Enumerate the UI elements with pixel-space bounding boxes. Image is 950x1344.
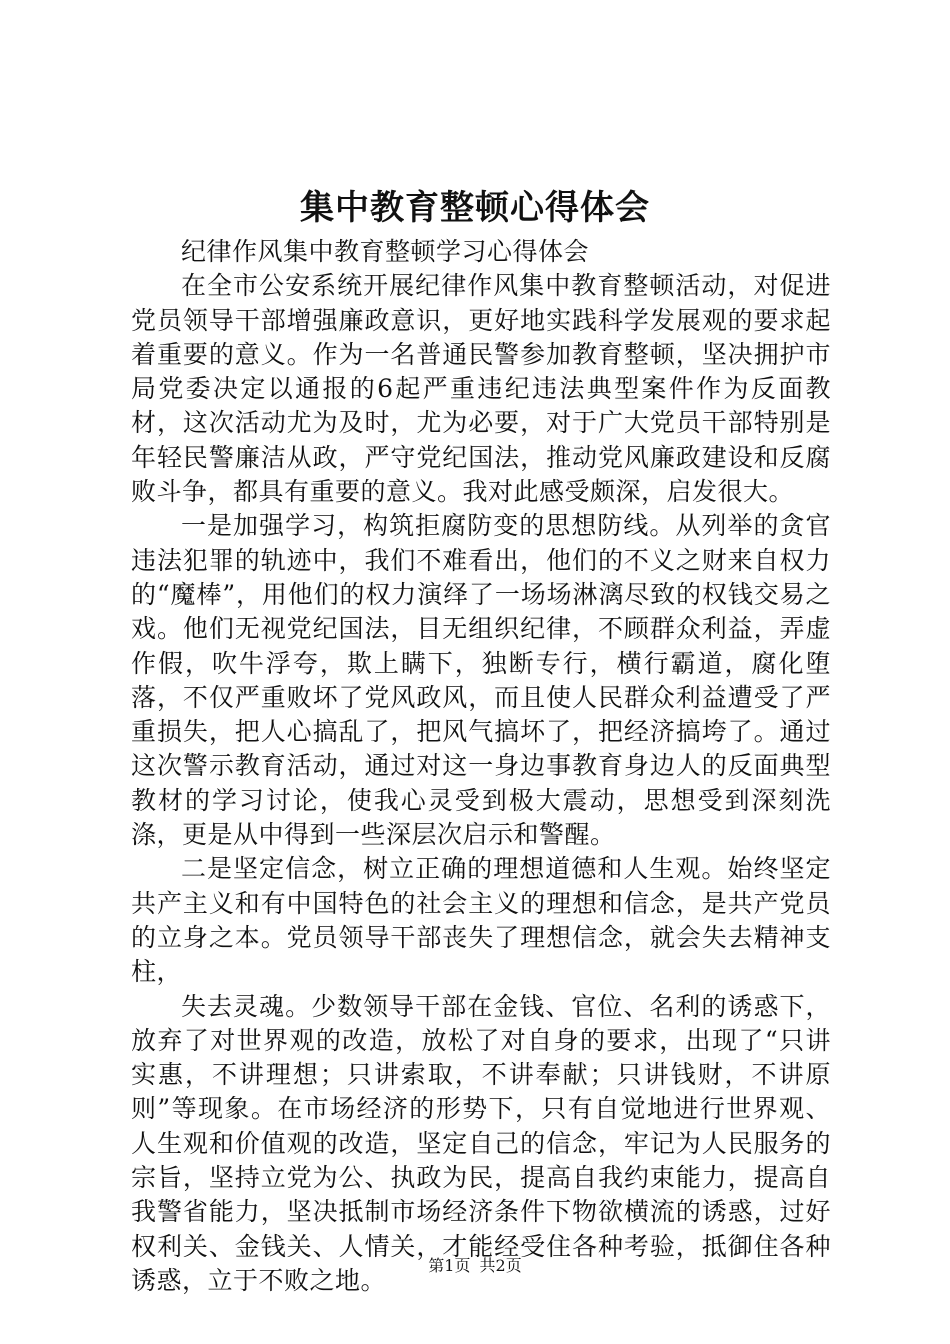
paragraph-point-one: 一是加强学习，构筑拒腐防变的思想防线。从列举的贪官违法犯罪的轨迹中，我们不难看出，他们的不义之财来自权力的“魔棒”，用他们的权力演绎了一场场淋漓尽致的权钱交易之戏。他们无视党纪国法，目无组织纪律，不顾群众利益，弄虚作假，吹牛浮夸，欺上瞒下，独断专行，横行霸道，腐化堕落，不仅严重败坏了党风政风，而且使人民群众利益遭受了严重损失，把人心搞乱了，把风气搞坏了，把经济搞垮了。通过这次警示教育活动，通过对这一身边事教育身边人的反面典型教材的学习讨论，使我心灵受到极大震动，思想受到深刻洗涤，更是从中得到一些深层次启示和警醒。 [131,511,831,850]
page-footer [0,1256,950,1276]
page-number-current: 第1页 [428,1256,471,1275]
paragraph-point-two-continued: 失去灵魂。少数领导干部在金钱、官位、名利的诱惑下，放弃了对世界观的改造，放松了对自身的要求，出现了“只讲实惠，不讲理想；只讲索取，不讲奉献；只讲钱财，不讲原则”等现象。在市场经济的形势下，只有自觉地进行世界观、人生观和价值观的改造，坚定自己的信念，牢记为人民服务的宗旨，坚持立党为公、执政为民，提高自我约束能力，提高自我警省能力，坚决抵制市场经济条件下物欲横流的诱惑，过好权利关、金钱关、人情关，才能经受住各种考验，抵御住各种诱惑，立于不败之地。 [131,991,831,1295]
document-title: 集中教育整顿心得体会 [300,188,650,228]
paragraph-point-two: 二是坚定信念，树立正确的理想道德和人生观。始终坚定共产主义和有中国特色的社会主义的理想和信念，是共产党员的立身之本。党员领导干部丧失了理想信念，就会失去精神支柱， [131,854,831,987]
document-subtitle: 纪律作风集中教育整顿学习心得体会 [181,237,590,266]
document-body [131,235,831,1298]
page-number-total: 共2页 [479,1256,522,1275]
paragraph-intro: 在全市公安系统开展纪律作风集中教育整顿活动，对促进党员领导干部增强廉政意识，更好地实践科学发展观的要求起着重要的意义。作为一名普通民警参加教育整顿，坚决拥护市局党委决定以通报的6起严重违纪违法典型案件作为反面教材，这次活动尤为及时，尤为必要，对于广大党员干部特别是年轻民警廉洁从政，严守党纪国法，推动党风廉政建设和反腐败斗争，都具有重要的意义。我对此感受颇深，启发很大。 [131,271,831,507]
